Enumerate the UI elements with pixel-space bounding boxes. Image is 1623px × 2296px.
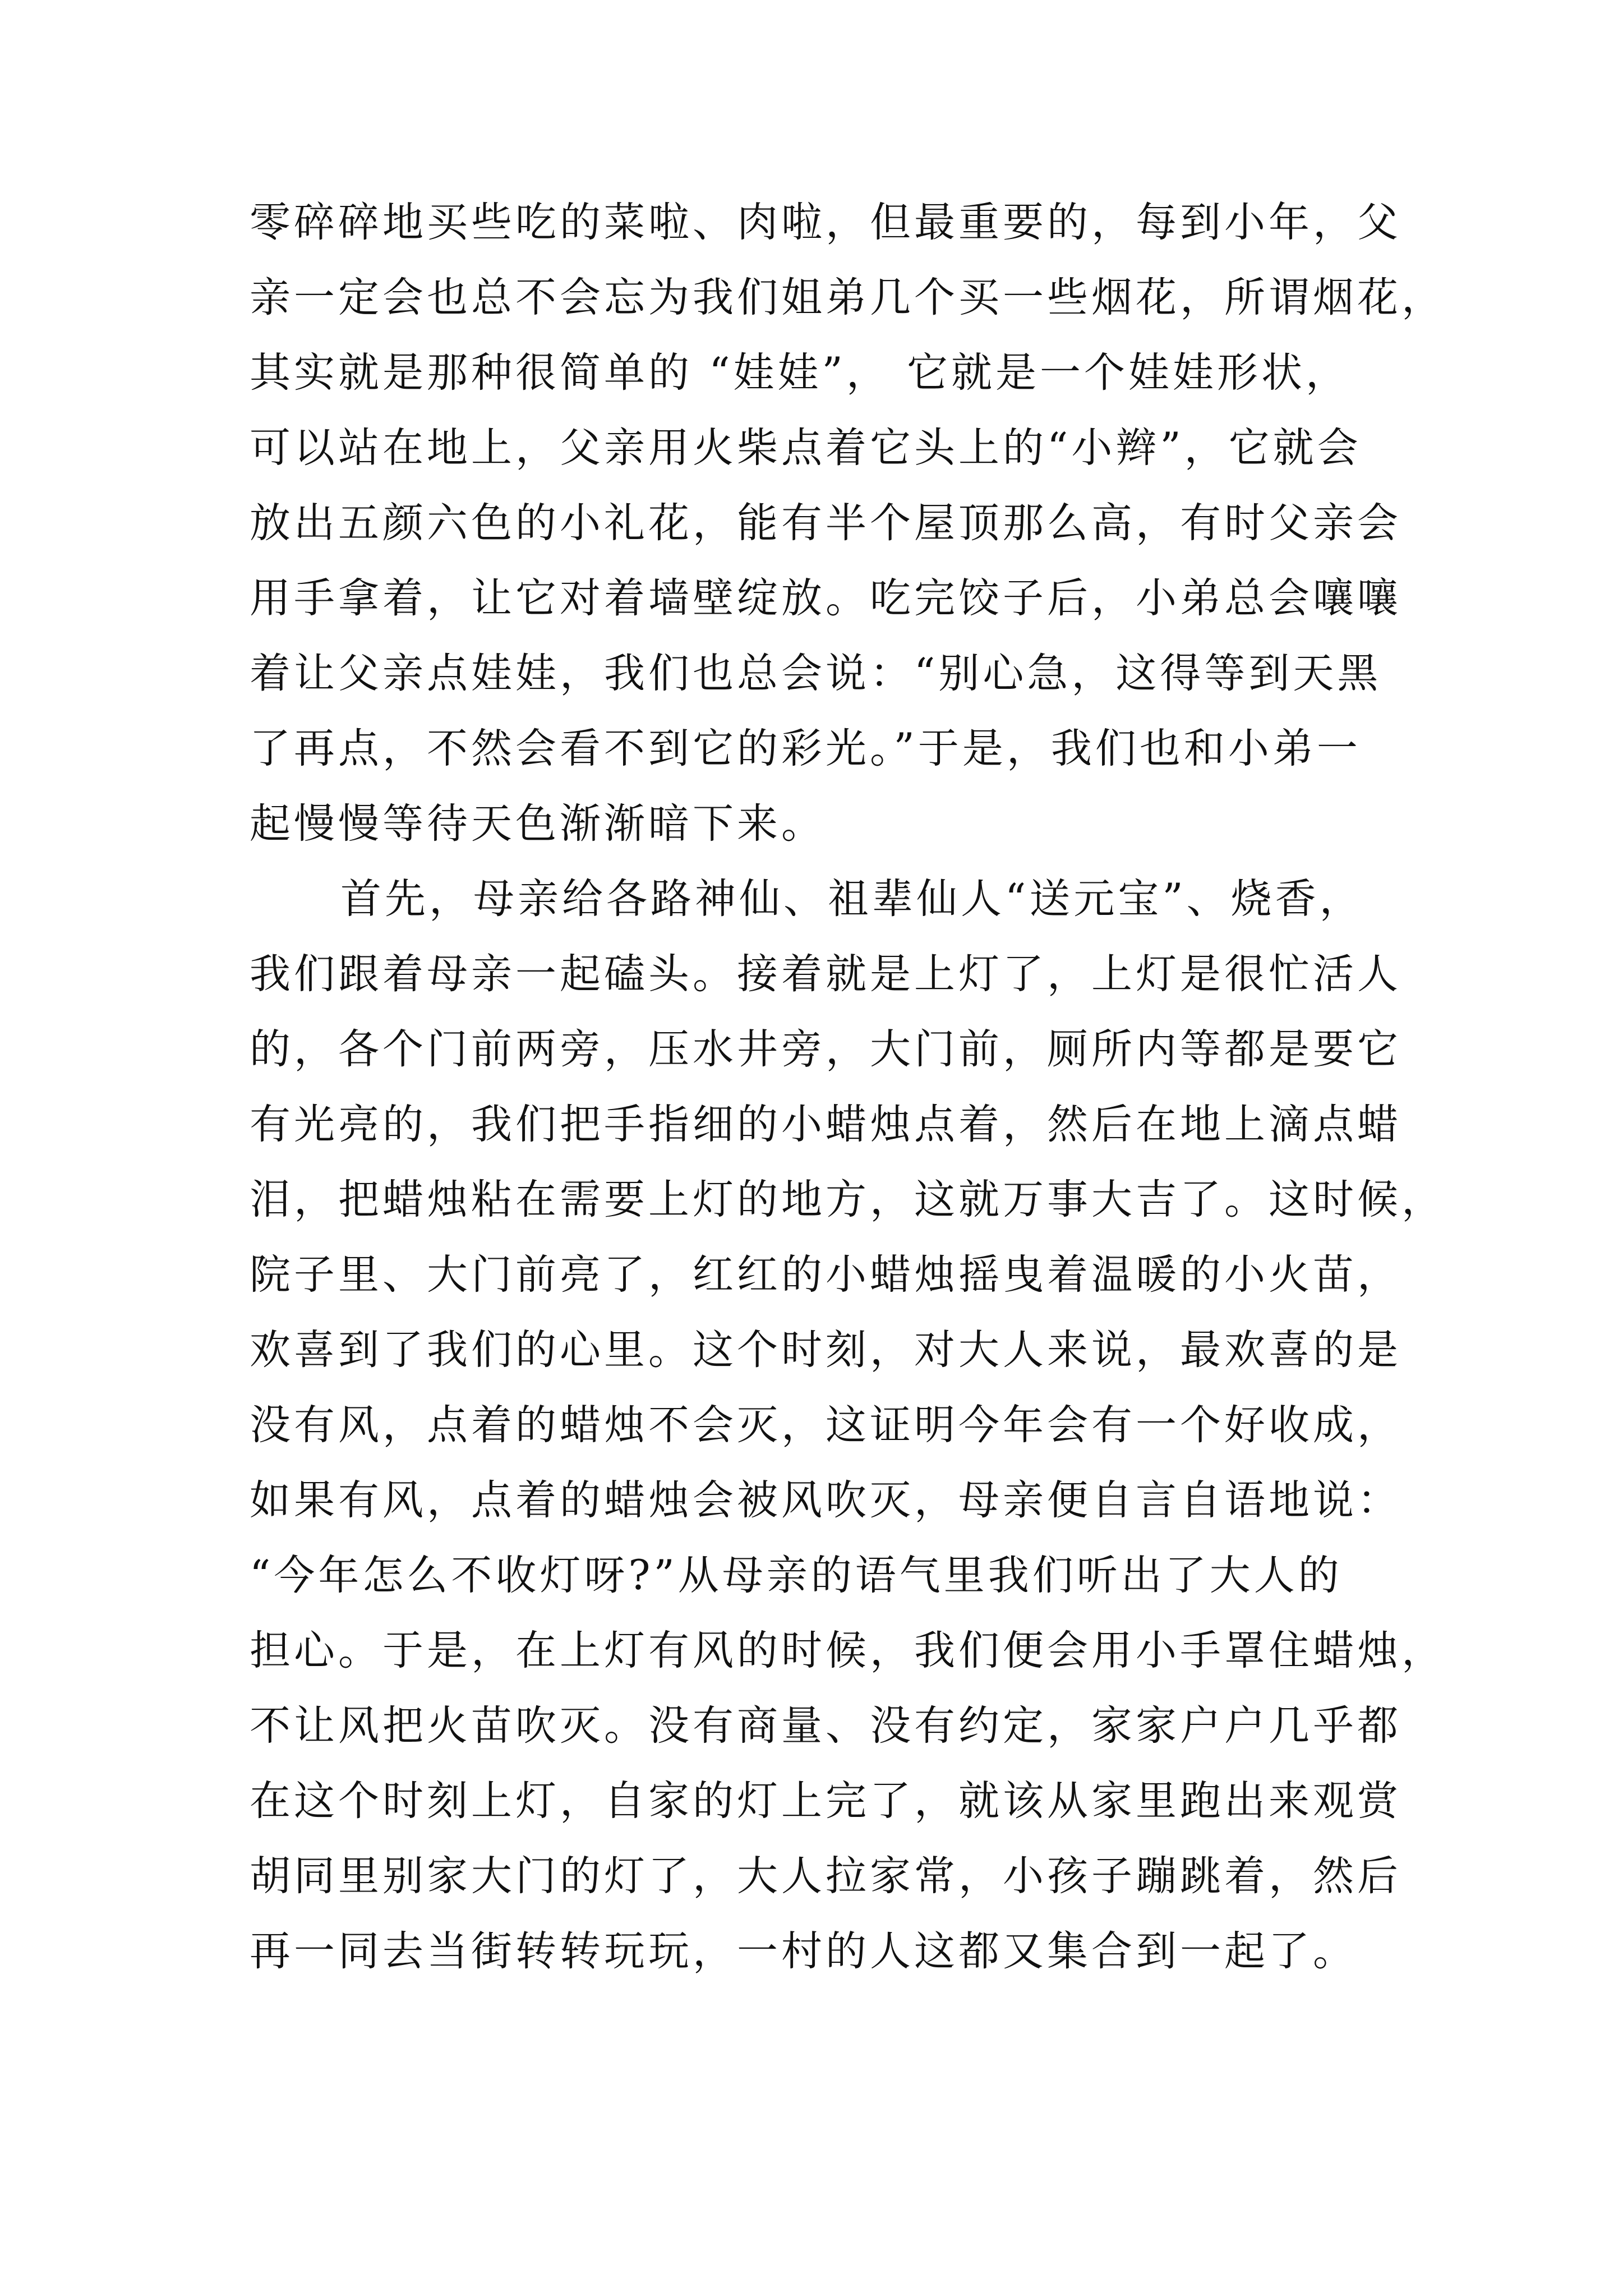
text-line: 不让风把火苗吹灭。没有商量、没有约定，家家户户几乎都 [250,1702,1401,1750]
text-line: 着让父亲点娃娃，我们也总会说：“别心急，这得等到天黑 [250,650,1382,697]
text-line: 欢喜到了我们的心里。这个时刻，对大人来说，最欢喜的是 [250,1326,1401,1374]
text-line: 起慢慢等待天色渐渐暗下来。 [250,800,826,848]
text-line: 如果有风，点着的蜡烛会被风吹灭，母亲便自言自语地说： [250,1476,1401,1524]
text-line: 我们跟着母亲一起磕头。接着就是上灯了，上灯是很忙活人 [250,950,1401,998]
paragraph-1 [250,185,1446,862]
text-line: 的，各个门前两旁，压水井旁，大门前，厕所内等都是要它 [250,1025,1401,1073]
text-line: 用手拿着，让它对着墙壁绽放。吃完饺子后，小弟总会嚷嚷 [250,574,1401,622]
text-line: 院子里、大门前亮了，红红的小蜡烛摇曳着温暖的小火苗， [250,1251,1401,1299]
text-line: 有光亮的，我们把手指细的小蜡烛点着，然后在地上滴点蜡 [250,1101,1401,1148]
text-line: 在这个时刻上灯，自家的灯上完了，就该从家里跑出来观赏 [250,1777,1401,1825]
text-line: 了再点，不然会看不到它的彩光。”于是，我们也和小弟一 [250,725,1361,772]
text-line: 其实就是那种很简单的 “娃娃”， 它就是一个娃娃形状， [250,349,1350,397]
text-line: 泪，把蜡烛粘在需要上灯的地方，这就万事大吉了。这时候， [250,1176,1446,1223]
text-line: 再一同去当街转转玩玩，一村的人这都又集合到一起了。 [250,1927,1357,1975]
text-line: 没有风，点着的蜡烛不会灭，这证明今年会有一个好收成， [250,1401,1401,1449]
text-line-indented: 首先，母亲给各路神仙、祖辈仙人“送元宝”、烧香， [340,875,1364,923]
text-line: 亲一定会也总不会忘为我们姐弟几个买一些烟花，所谓烟花， [250,274,1446,321]
text-line: 担心。于是，在上灯有风的时候，我们便会用小手罩住蜡烛， [250,1627,1446,1674]
text-line: 胡同里别家大门的灯了，大人拉家常，小孩子蹦跳着，然后 [250,1852,1401,1900]
text-line: 可以站在地上，父亲用火柴点着它头上的“小辫”，它就会 [250,424,1362,472]
document-body [250,185,1446,1989]
text-line: “今年怎么不收灯呀?”从母亲的语气里我们听出了大人的 [250,1552,1343,1599]
paragraph-2 [250,862,1446,1989]
text-line: 零碎碎地买些吃的菜啦、肉啦，但最重要的，每到小年，父 [250,199,1401,246]
text-line: 放出五颜六色的小礼花，能有半个屋顶那么高，有时父亲会 [250,499,1401,547]
